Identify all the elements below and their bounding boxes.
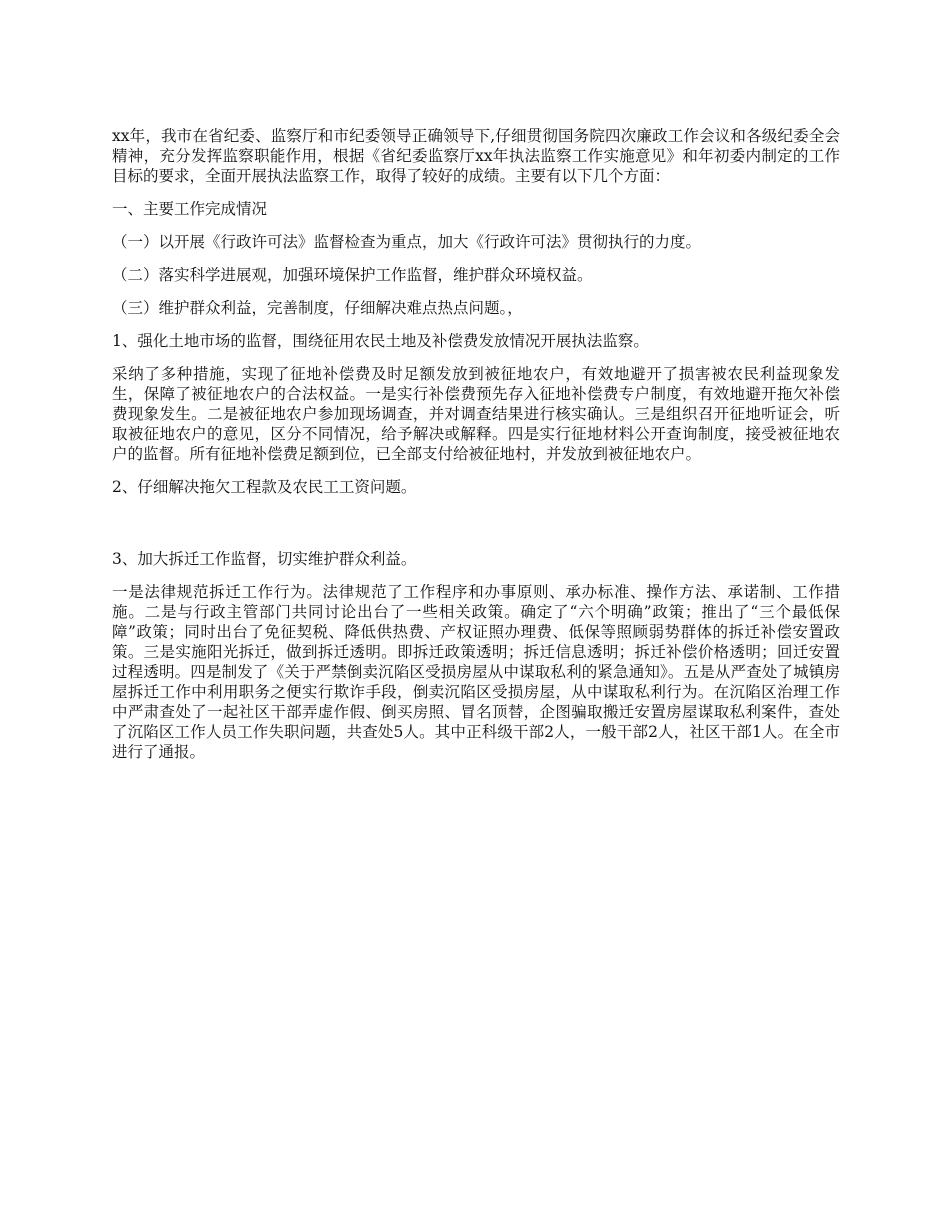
item-1-body: 采纳了多种措施，实现了征地补偿费及时足额发放到被征地农户，有效地避开了损害被农民利益现象发生，保障了被征地农户的合法权益。一是实行补偿费预先存入征地补偿费专户制度，有效地避开拖欠补偿费现象发生。二是被征地农户参加现场调查，并对调查结果进行核实确认。三是组织召开征地听证会，听取被征地农户的意见，区分不同情况，给予解决或解释。四是实行征地材料公开查询制度，接受被征地农户的监督。所有征地补偿费足额到位，已全部支付给被征地村，并发放到被征地农户。 bbox=[112, 365, 840, 463]
subsection-heading-3: （三）维护群众利益，完善制度，仔细解决难点热点问题。， bbox=[112, 299, 523, 317]
document-page bbox=[112, 126, 840, 775]
blank-space bbox=[112, 510, 840, 549]
section-heading-main-work: 一、主要工作完成情况 bbox=[112, 200, 268, 218]
item-heading-3: 3、加大拆迁工作监督，切实维护群众利益。 bbox=[112, 550, 417, 568]
item-heading-2: 2、仔细解决拖欠工程款及农民工工资问题。 bbox=[112, 478, 417, 496]
item-heading-1: 1、强化土地市场的监督，围绕征用农民土地及补偿费发放情况开展执法监察。 bbox=[112, 332, 649, 350]
intro-paragraph: xx年，我市在省纪委、监察厅和市纪委领导正确领导下,仔细贯彻国务院四次廉政工作会议和各级纪委全会精神，充分发挥监察职能作用，根据《省纪委监察厅xx年执法监察工作实施意见》和年初委内制定的工作目标的要求，全面开展执法监察工作，取得了较好的成绩。主要有以下几个方面： bbox=[112, 127, 840, 185]
subsection-heading-2: （二）落实科学进展观，加强环境保护工作监督，维护群众环境权益。 bbox=[112, 266, 593, 284]
item-3-body: 一是法律规范拆迁工作行为。法律规范了工作程序和办事原则、承办标准、操作方法、承诺制、工作措施。二是与行政主管部门共同讨论出台了一些相关政策。确定了“六个明确”政策；推出了“三个最低保障”政策；同时出台了免征契税、降低供热费、产权证照办理费、低保等照顾弱势群体的拆迁补偿安置政策。三是实施阳光拆迁，做到拆迁透明。即拆迁政策透明；拆迁信息透明；拆迁补偿价格透明；回迁安置过程透明。四是制发了《关于严禁倒卖沉陷区受损房屋从中谋取私利的紧急通知》。五是从严查处了城镇房屋拆迁工作中利用职务之便实行欺诈手段，倒卖沉陷区受损房屋，从中谋取私利行为。在沉陷区治理工作中严肃查处了一起社区干部弄虚作假、倒买房照、冒名顶替，企图骗取搬迁安置房屋谋取私利案件，查处了沉陷区工作人员工作失职问题，共查处5人。其中正科级干部2人，一般干部2人，社区干部1人。在全市进行了通报。 bbox=[112, 583, 840, 761]
subsection-heading-1: （一）以开展《行政许可法》监督检查为重点，加大《行政许可法》贯彻执行的力度。 bbox=[112, 233, 702, 251]
